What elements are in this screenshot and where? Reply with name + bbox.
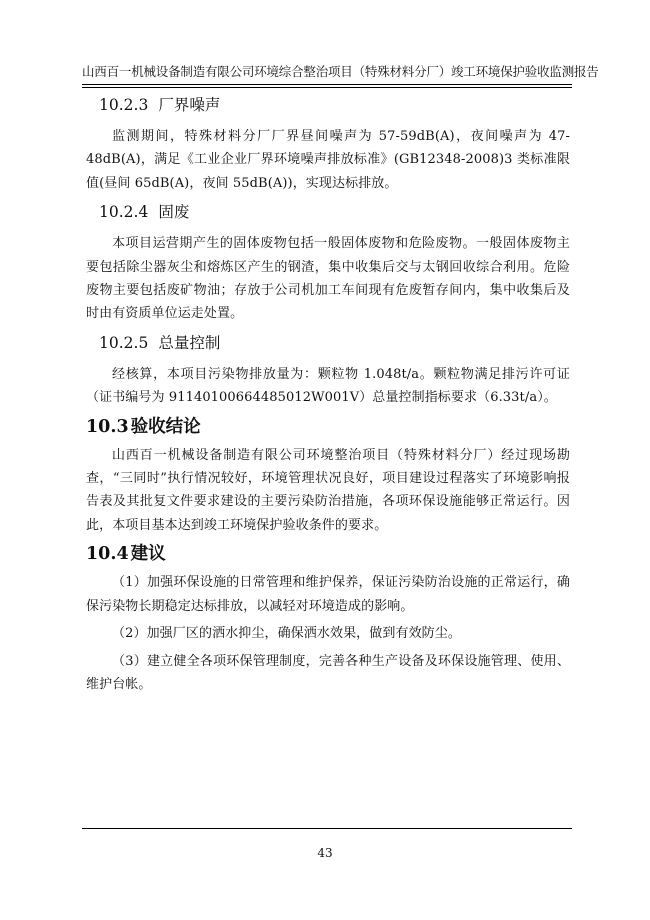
section-heading-total-control (86, 332, 570, 354)
suggestion-item-1: （1）加强环保设施的日常管理和维护保养，保证污染防治设施的正常运行，确保污染物长期稳定达标排放，以减轻对环境造成的影响。 (86, 575, 570, 614)
section-number: 10.2.4 (99, 203, 149, 222)
page-header: 山西百一机械设备制造有限公司环境综合整治项目（特殊材料分厂）竣工环境保护验收监测报告 (82, 64, 599, 79)
suggestion-item-2: （2）加强厂区的洒水抑尘，确保洒水效果，做到有效防尘。 (112, 626, 461, 642)
section-heading-solid-waste (86, 201, 570, 223)
solid-waste-paragraph: 本项目运营期产生的固体废物包括一般固体废物和危险废物。一般固体废物主要包括除尘器灰尘和熔炼区产生的钢渣，集中收集后交与太钢回收综合利用。危险废物主要包括废矿物油；存放于公司机加工车间现有危废暂存间内，集中收集后及时由有资质单位运走处置。 (86, 236, 570, 322)
section-title: 固废 (158, 203, 190, 222)
suggestion-item-3: （3）建立健全各项环保管理制度，完善各种生产设备及环保设施管理、使用、维护台帐。 (86, 653, 570, 692)
section-title: 总量控制 (158, 333, 221, 352)
section-heading-conclusion (86, 416, 570, 438)
document-body (86, 88, 570, 700)
footer-rule (82, 828, 572, 829)
section-number: 10.3 (86, 416, 129, 437)
noise-paragraph: 监测期间，特殊材料分厂厂界昼间噪声为 57-59dB(A)，夜间噪声为 47-48dB(A)，满足《工业企业厂界环境噪声排放标准》(GB12348-2008)3 类标准限值(昼间 65dB(A)，夜间 55dB(A))，实现达标排放。 (86, 129, 570, 191)
page-number: 43 (317, 846, 333, 860)
section-heading-noise (86, 94, 570, 116)
section-number: 10.4 (86, 544, 129, 565)
section-heading-suggestions (86, 543, 570, 565)
section-number: 10.2.5 (99, 333, 149, 352)
conclusion-paragraph: 山西百一机械设备制造有限公司环境整治项目（特殊材料分厂）经过现场勘查，“三同时”执行情况较好，环境管理状况良好，项目建设过程落实了环境影响报告表及其批复文件要求建设的主要污染防治措施，各项环保设施能够正常运行。因此，本项目基本达到竣工环境保护验收条件的要求。 (86, 447, 570, 533)
section-title: 厂界噪声 (158, 96, 221, 114)
section-title: 建议 (130, 544, 166, 565)
section-number: 10.2.3 (99, 96, 149, 114)
header-rule (82, 84, 572, 85)
section-title: 验收结论 (130, 416, 201, 437)
total-control-paragraph: 经核算，本项目污染物排放量为：颗粒物 1.048t/a。颗粒物满足排污许可证（证书编号为 91140100664485012W001V）总量控制指标要求（6.33t/a）。 (86, 366, 570, 406)
